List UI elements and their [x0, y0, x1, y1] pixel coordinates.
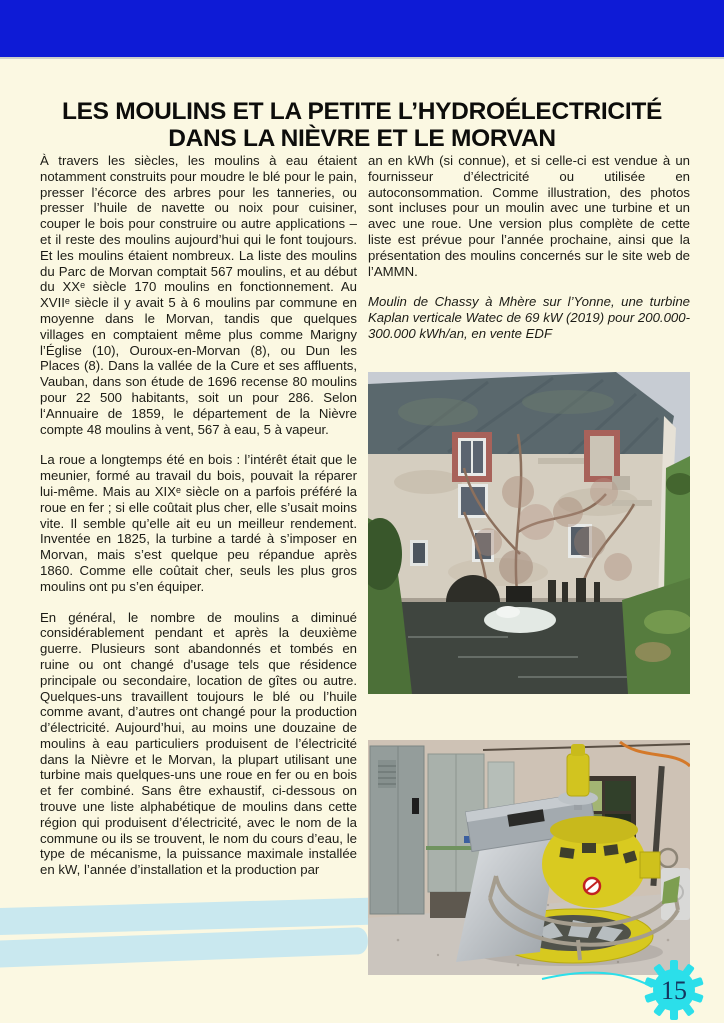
- turbine-photo-illustration: [368, 740, 690, 975]
- body-paragraph: an en kWh (si connue), et si celle-ci est vendue à un fournisseur d’électricité ou utilisée en autoconsommation. Comme illustration, des photos sont incluses pour un moulin avec une turbine et un avec une roue. Une version plus complète de cette liste est prévue pour l’année prochaine, ainsi que la présentation des moulins concernés sur le site web de l’AMMN.: [368, 153, 690, 279]
- body-paragraph: En général, le nombre de moulins a diminué considérablement pendant et après la deuxième guerre. Plusieurs sont abandonnés et tombés en ruine ou ont changé d'usage tels que résidence principale ou secondaire, location de gîtes ou autre. Quelques-uns travaillent toujours le blé ou l’huile comme avant, d’autres ont changé pour la production d’électricité. Aujourd’hui, au moins une douzaine de moulins à eau particuliers produisent de l’électricité dans la Nièvre et le Morvan, la plupart utilisant une turbine mais quelques-uns une roue en fer ou en bois et fer combiné. Sans être exhaustif, ci-dessous on trouve une liste alphabétique de moulins dans cette région qui produisent d’électricité, avec le nom de la commune ou ils se trouvent, le nom du cours d’eau, le type de mécanisme, la puissance maximale installée en kW, l’année d’installation et la production par: [40, 609, 357, 878]
- mill-photo-illustration: [368, 372, 690, 694]
- mill-exterior-photo: [368, 372, 690, 694]
- right-column: [368, 153, 690, 975]
- body-paragraph: La roue a longtemps été en bois : l’intérêt était que le meunier, formé au travail du bois, pouvait la réparer lui-même. Mais au XIXᵉ siècle on a parfois préféré la roue en fer ; si elle coûtait plus cher, elle s’usait moins vite. Il semble qu’elle ait eu un meilleur rendement. Inventée en 1825, la turbine a tardé à s’imposer en Morvan, mais s’est quelque peu répandue après 1860. Comme elle coûtait cher, seuls les plus gros moulins ont pu s’en équiper.: [40, 452, 357, 594]
- left-column: [40, 153, 357, 893]
- body-paragraph: À travers les siècles, les moulins à eau étaient notamment construits pour moudre le blé pour le pain, presser l’écorce des arbres pour les tanneries, ou presser l’huile de navette ou noix pour cuisiner, couper le bois pour construire ou autre applications – et il reste des moulins aujourd’hui qui le font toujours. Et les moulins étaient nombreux. La liste des moulins du Parc de Morvan comptait 567 moulins, et au début du XXᵉ siècle 170 moulins en fonctionnement. Au XVIIᵉ siècle il y avait 5 à 6 moulins par commune en moyenne dans le Morvan, tandis que quelques villages en comptaient même plus comme Marigny l’Église (10), Ouroux-en-Morvan (8), ou Dun les Places (8). Dans la vallée de la Cure et ses affluents, Vauban, dans son étude de 1696 recense 80 moulins pour 22 500 habitants, soit un pour 286. Selon l‘Annuaire de 1859, le département de la Nièvre compte 48 moulins à vent, 567 à eau, 5 à vapeur.: [40, 153, 357, 437]
- page-title: LES MOULINS ET LA PETITE L’HYDROÉLECTRICITÉ DANS LA NIÈVRE ET LE MORVAN: [61, 98, 663, 152]
- photo-caption: Moulin de Chassy à Mhère sur l’Yonne, une turbine Kaplan verticale Watec de 69 kW (2019) pour 200.000-300.000 kWh/an, en vente EDF: [368, 294, 690, 341]
- swoosh-line: [542, 973, 652, 987]
- gear-badge: [644, 960, 704, 1020]
- page-number: 15: [661, 976, 687, 1005]
- top-banner: [0, 0, 724, 59]
- turbine-room-photo: [368, 740, 690, 975]
- page-number-corner: [538, 953, 724, 1023]
